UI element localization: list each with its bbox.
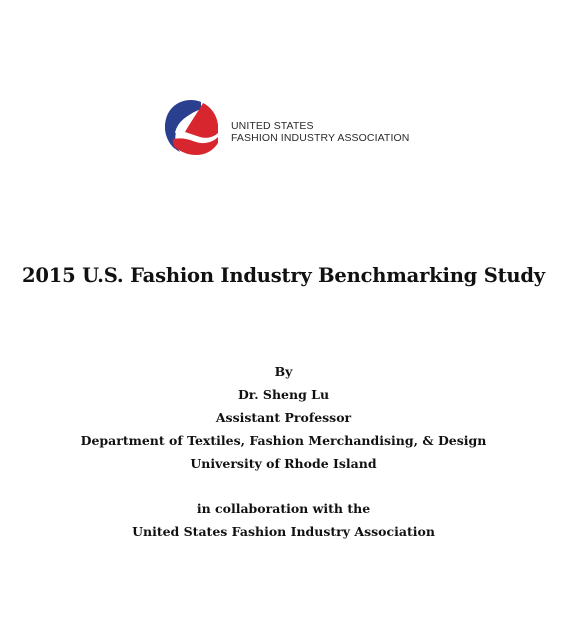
author-name: Dr. Sheng Lu bbox=[237, 387, 330, 402]
collaboration-intro: in collaboration with the bbox=[196, 501, 371, 516]
spacer bbox=[0, 475, 567, 497]
logo-line-2: FASHION INDUSTRY ASSOCIATION bbox=[231, 132, 410, 144]
author-position: Assistant Professor bbox=[215, 410, 352, 425]
usfia-emblem-icon bbox=[163, 99, 219, 157]
collaboration-partner: United States Fashion Industry Association bbox=[132, 524, 435, 539]
author-credits bbox=[0, 360, 567, 543]
usfia-logo bbox=[163, 99, 413, 157]
document-title: 2015 U.S. Fashion Industry Benchmarking Study bbox=[22, 264, 545, 287]
by-label: By bbox=[274, 364, 293, 379]
logo-line-1: UNITED STATES bbox=[231, 120, 314, 132]
author-department: Department of Textiles, Fashion Merchandising, & Design bbox=[80, 433, 487, 448]
logo-wordmark bbox=[231, 120, 409, 144]
author-university: University of Rhode Island bbox=[190, 456, 377, 471]
